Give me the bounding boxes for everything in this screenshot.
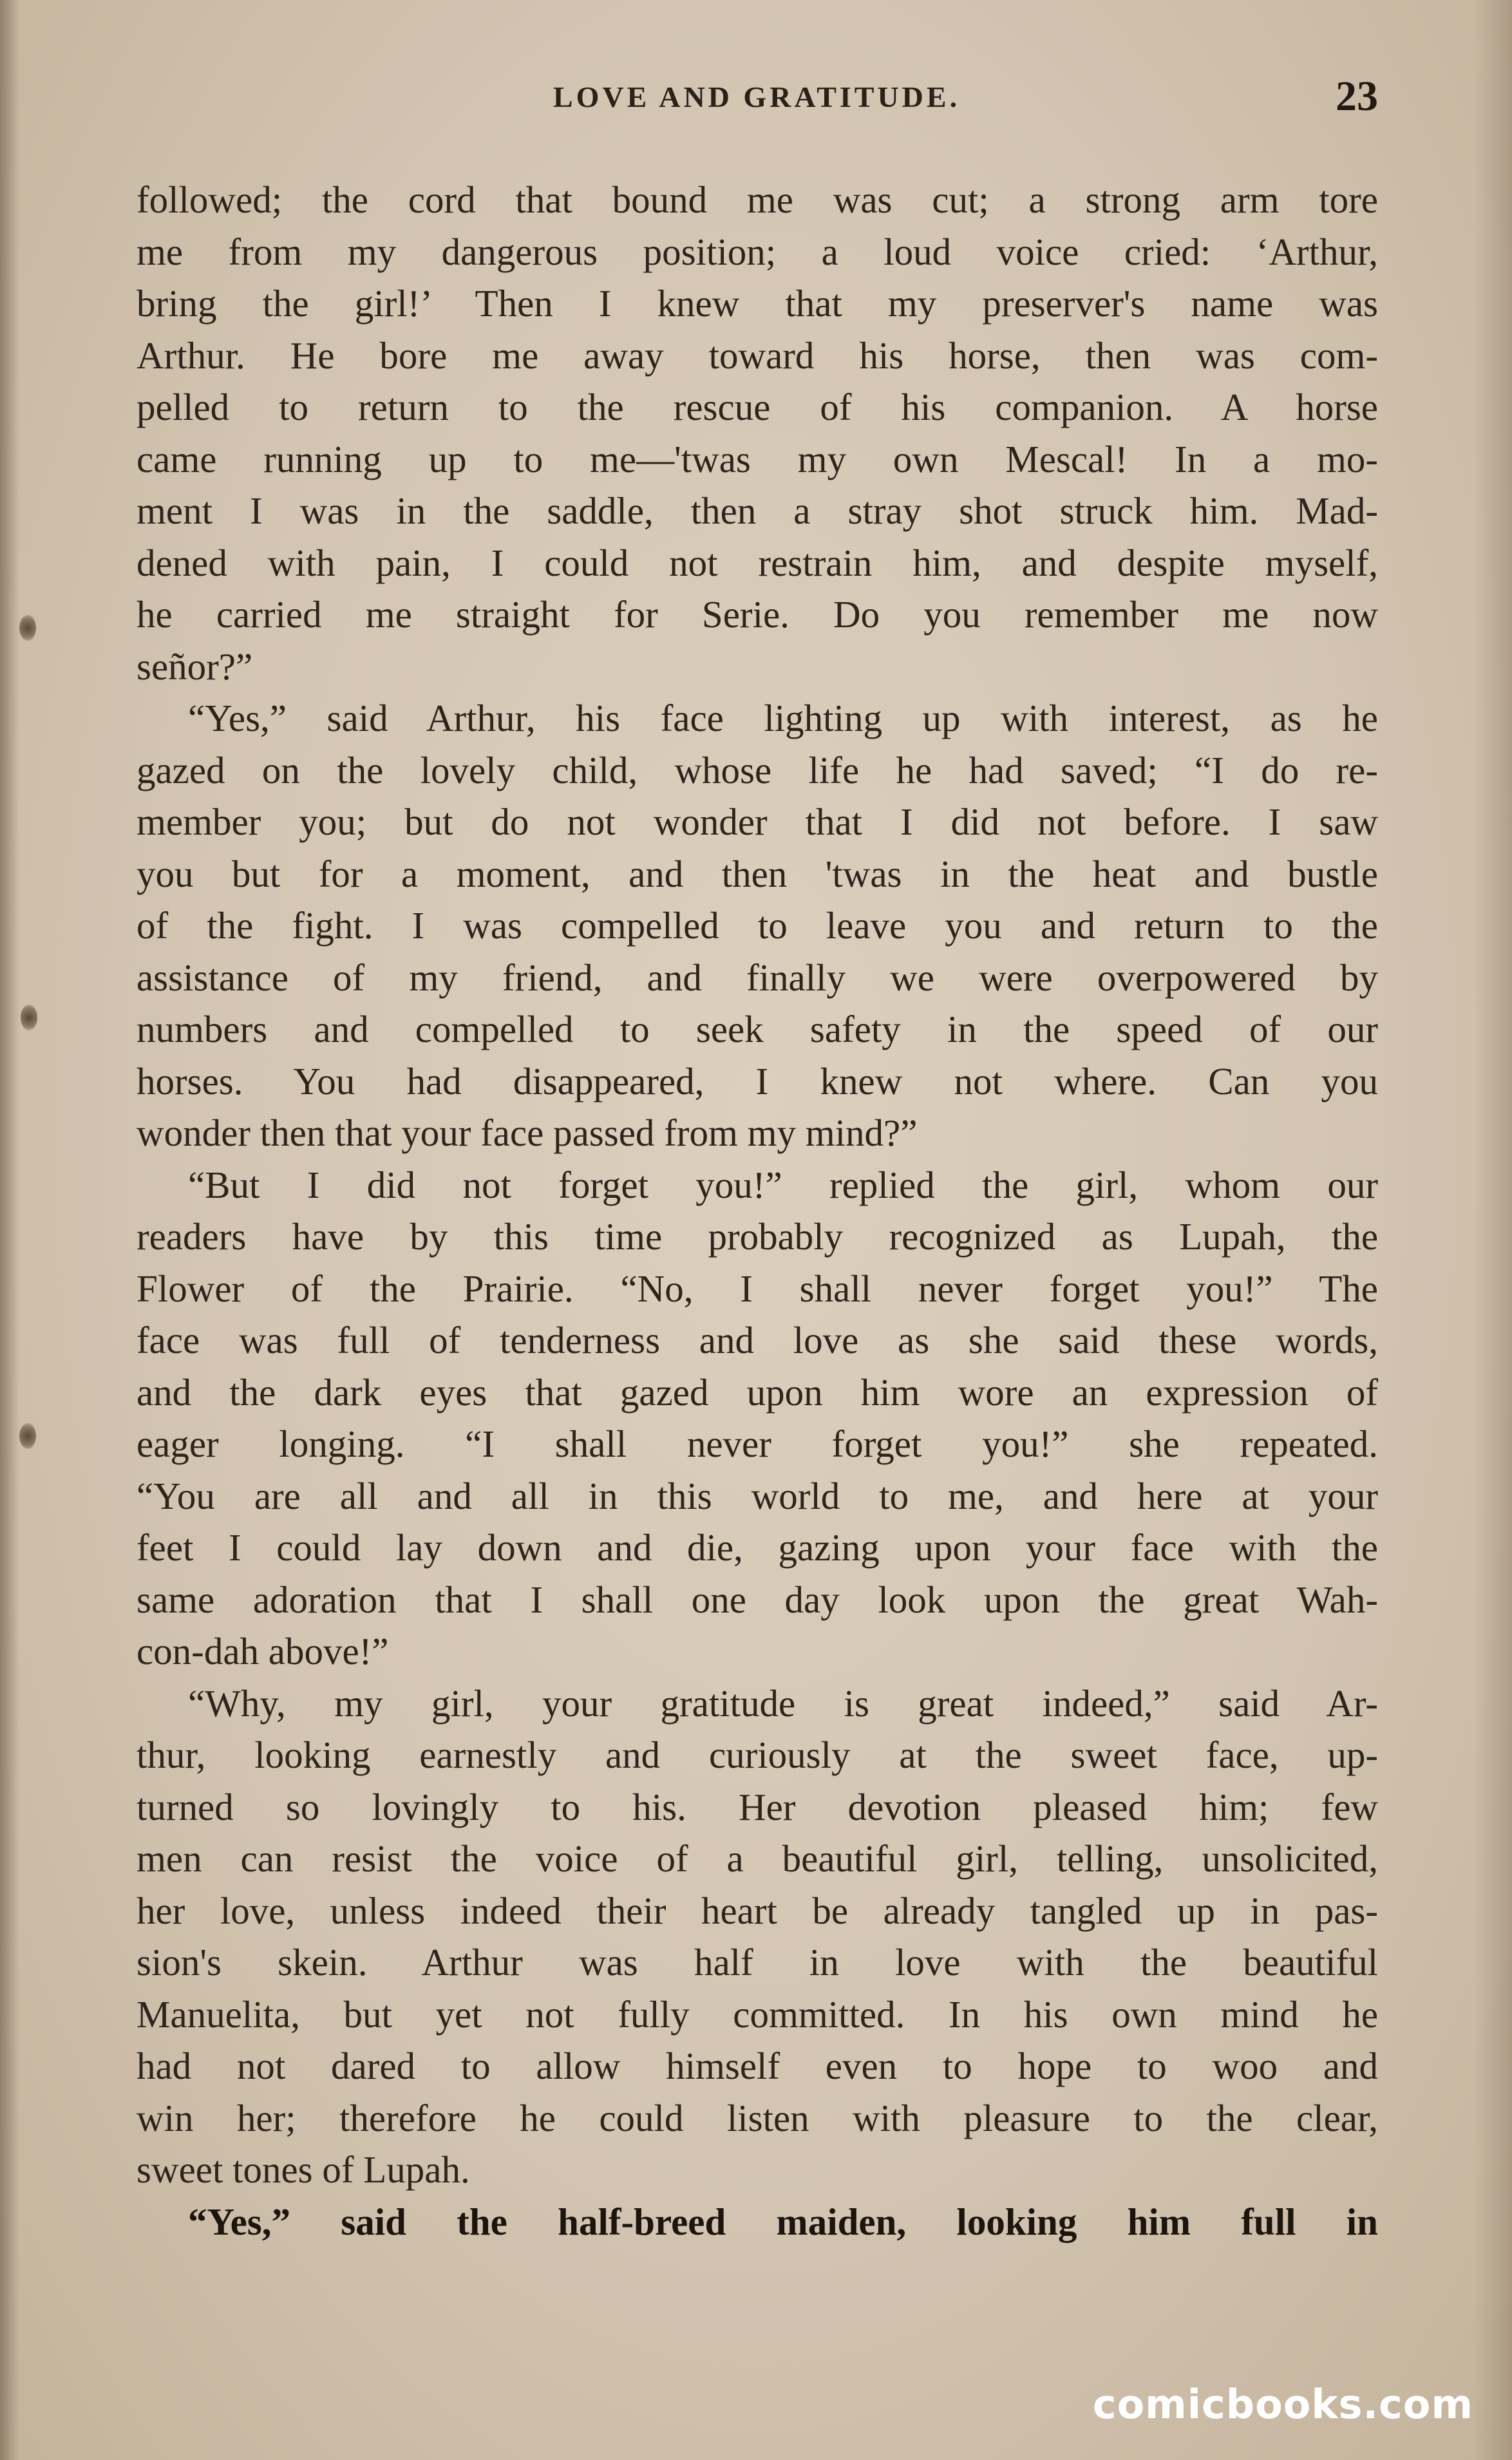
text-line: feet I could lay down and die, gazing upon your face with the — [137, 1526, 1378, 1569]
site-watermark: comicbooks.com — [1092, 2381, 1473, 2428]
text-line: win her; therefore he could listen with pleasure to the clear, — [137, 2096, 1378, 2139]
running-head: LOVE AND GRATITUDE. — [553, 80, 961, 113]
text-line: sweet tones of Lupah. — [137, 2148, 470, 2191]
text-line: “Why, my girl, your gratitude is great indeed,” said Ar- — [188, 1681, 1378, 1725]
text-line: horses. You had disappeared, I knew not where. Can you — [137, 1059, 1378, 1102]
text-line: Manuelita, but yet not fully committed. In his own mind he — [137, 1992, 1378, 2036]
text-line: member you; but do not wonder that I did not before. I saw — [137, 800, 1378, 843]
text-line: pelled to return to the rescue of his companion. A horse — [137, 386, 1378, 428]
gutter-shadow — [0, 0, 19, 2460]
text-line: bring the girl!’ Then I knew that my preserver's name was — [137, 282, 1378, 325]
text-line: and the dark eyes that gazed upon him wore an expression of — [137, 1370, 1378, 1414]
text-line: face was full of tenderness and love as she said these words, — [137, 1319, 1378, 1361]
body-text — [137, 174, 1378, 2247]
binding-hole — [19, 1423, 36, 1449]
binding-hole — [21, 1005, 37, 1030]
text-line: ment I was in the saddle, then a stray shot struck him. Mad- — [137, 489, 1378, 532]
text-line: you but for a moment, and then 'twas in the heat and bustle — [137, 852, 1378, 895]
page-edge-shadow — [1473, 0, 1512, 2460]
text-line: Flower of the Prairie. “No, I shall never forget you!” The — [137, 1267, 1378, 1310]
text-line: me from my dangerous position; a loud voice cried: ‘Arthur, — [137, 230, 1378, 273]
text-line: “Yes,” said the half-breed maiden, looking him full in — [188, 2200, 1378, 2243]
text-line: men can resist the voice of a beautiful girl, telling, unsolicited, — [137, 1837, 1378, 1880]
text-line: turned so lovingly to his. Her devotion pleased him; few — [137, 1785, 1378, 1828]
text-line: gazed on the lovely child, whose life he had saved; “I do re- — [137, 748, 1378, 791]
text-line: señor?” — [137, 645, 253, 688]
text-line: came running up to me—'twas my own Mescal! In a mo- — [137, 437, 1378, 480]
page-header — [135, 72, 1378, 124]
text-line: “Yes,” said Arthur, his face lighting up with interest, as he — [188, 697, 1378, 739]
text-line: eager longing. “I shall never forget you!” she repeated. — [137, 1423, 1378, 1465]
text-line: numbers and compelled to seek safety in the speed of our — [137, 1008, 1378, 1050]
text-line: thur, looking earnestly and curiously at the sweet face, up- — [137, 1734, 1378, 1776]
binding-hole — [19, 615, 36, 641]
text-line: assistance of my friend, and finally we were overpowered by — [137, 956, 1378, 999]
text-line: followed; the cord that bound me was cut; a strong arm tore — [137, 178, 1378, 221]
page-number: 23 — [1336, 73, 1378, 120]
text-line: sion's skein. Arthur was half in love with the beautiful — [137, 1941, 1378, 1983]
text-line: Arthur. He bore me away toward his horse, then was com- — [137, 334, 1378, 377]
text-line: dened with pain, I could not restrain him, and despite myself, — [137, 541, 1378, 584]
text-line: he carried me straight for Serie. Do you remember me now — [137, 593, 1378, 636]
text-line: “You are all and all in this world to me, and here at your — [137, 1474, 1378, 1517]
text-line: had not dared to allow himself even to hope to woo and — [137, 2045, 1378, 2087]
text-line: “But I did not forget you!” replied the girl, whom our — [188, 1163, 1378, 1206]
text-line: same adoration that I shall one day look upon the great Wah- — [137, 1578, 1378, 1621]
text-line: her love, unless indeed their heart be already tangled up in pas- — [137, 1889, 1378, 1932]
text-line: of the fight. I was compelled to leave you and return to the — [137, 904, 1378, 947]
text-line: readers have by this time probably recognized as Lupah, the — [137, 1215, 1378, 1258]
text-line: con-dah above!” — [137, 1630, 389, 1672]
text-line: wonder then that your face passed from my mind?” — [137, 1112, 918, 1154]
